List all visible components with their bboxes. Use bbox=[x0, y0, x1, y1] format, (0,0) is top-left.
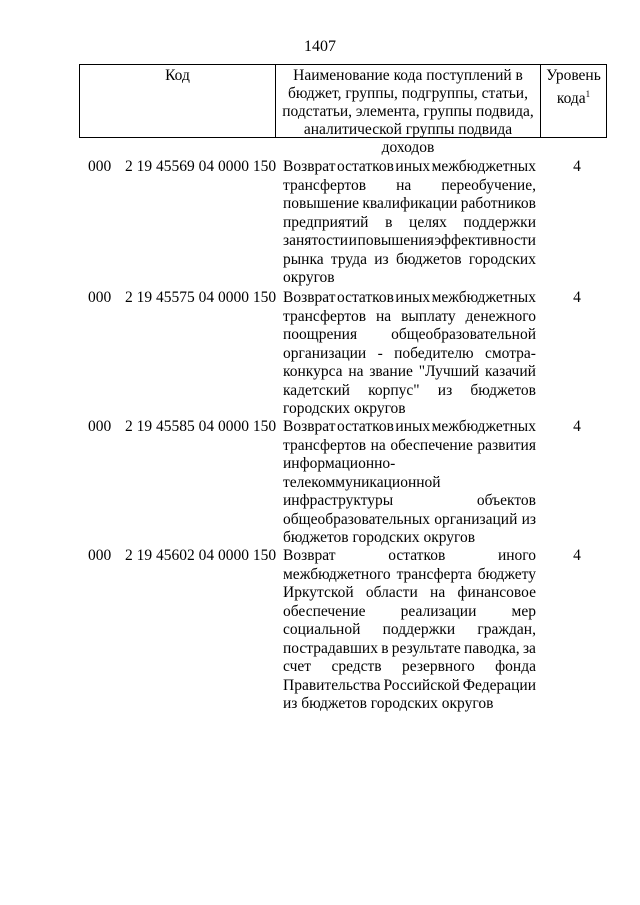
row-level: 4 bbox=[573, 547, 581, 564]
word: смотра- bbox=[484, 344, 536, 362]
word: эффективности bbox=[434, 232, 536, 249]
word: поддержки bbox=[382, 621, 456, 638]
word: Возврат bbox=[283, 158, 336, 175]
word: остатков bbox=[336, 418, 394, 435]
word: звание bbox=[369, 363, 413, 380]
word: конкурса bbox=[283, 363, 343, 380]
word: социальной bbox=[283, 621, 361, 638]
word: обеспечение bbox=[283, 602, 366, 620]
word: иных bbox=[395, 418, 431, 435]
word: выплату bbox=[401, 307, 456, 325]
header-name-line: бюджет, группы, подгруппы, статьи, bbox=[288, 85, 528, 102]
row-level: 4 bbox=[573, 289, 581, 306]
row-name-line bbox=[283, 177, 536, 196]
word: на bbox=[348, 363, 364, 380]
word: предприятий bbox=[283, 213, 369, 231]
row-name-line bbox=[283, 658, 536, 677]
word: области bbox=[365, 584, 418, 601]
word: городских bbox=[352, 529, 420, 546]
row-name bbox=[283, 158, 536, 288]
word: межбюджетных bbox=[431, 418, 536, 435]
header-level-line1: Уровень bbox=[546, 67, 601, 84]
word: общеобразовательной bbox=[391, 326, 536, 343]
row-name-line bbox=[283, 640, 536, 659]
word: на bbox=[375, 307, 392, 325]
header-name-line: подстатьи, элемента, группы подвида, bbox=[282, 103, 534, 120]
word: денежного bbox=[465, 307, 536, 325]
word: округов bbox=[354, 400, 406, 417]
row-code: 2 19 45602 04 0000 150 bbox=[125, 547, 277, 564]
word: трансферта bbox=[396, 565, 472, 583]
word: на bbox=[396, 176, 412, 194]
page-number: 1407 bbox=[304, 38, 336, 55]
word: инфраструктуры bbox=[283, 492, 394, 509]
word: бюджетов bbox=[301, 695, 367, 712]
row-name-line bbox=[283, 214, 536, 233]
word: округов bbox=[423, 529, 476, 546]
word: казачий bbox=[485, 363, 536, 380]
word: переобучение, bbox=[441, 176, 536, 194]
word: бюджету bbox=[477, 565, 536, 583]
word: результате bbox=[391, 639, 461, 657]
header-level-line2 bbox=[541, 85, 606, 108]
row-code: 2 19 45569 04 0000 150 bbox=[125, 158, 277, 175]
row-code: 2 19 45575 04 0000 150 bbox=[125, 289, 277, 306]
word: Возврат bbox=[283, 418, 336, 435]
header-level-text: кода bbox=[556, 90, 586, 107]
header-name bbox=[275, 65, 541, 156]
word: обеспечение bbox=[390, 436, 473, 454]
word: Федерации bbox=[462, 676, 536, 694]
word: иного bbox=[497, 547, 536, 564]
row-name-line bbox=[283, 289, 536, 308]
row-name-line bbox=[283, 345, 536, 364]
word: занятости bbox=[283, 232, 349, 249]
word: информационно- bbox=[283, 455, 396, 472]
row-name-line bbox=[283, 363, 536, 382]
word: остатков bbox=[336, 158, 394, 175]
row-name-line bbox=[283, 308, 536, 327]
word: счет bbox=[283, 658, 312, 675]
table-header bbox=[79, 64, 607, 156]
row-name-line bbox=[283, 437, 536, 456]
word: телекоммуникационной bbox=[283, 473, 441, 491]
word: кадетский bbox=[283, 381, 350, 399]
row-prefix: 000 bbox=[88, 418, 112, 435]
word: на bbox=[430, 584, 446, 601]
word: работников bbox=[460, 195, 536, 212]
row-name-line bbox=[283, 232, 536, 251]
word: рынка bbox=[283, 250, 324, 268]
row-name bbox=[283, 289, 536, 419]
word: городских bbox=[468, 250, 536, 268]
word: бюджетов bbox=[283, 529, 349, 546]
word: Возврат bbox=[283, 289, 336, 306]
word: в bbox=[381, 639, 389, 657]
header-name-line: аналитической группы подвида доходов bbox=[303, 121, 513, 156]
word: поощрения bbox=[283, 326, 358, 343]
word: Правительства bbox=[283, 676, 381, 694]
header-name-line: Наименование кода поступлений в bbox=[293, 67, 523, 84]
row-level: 4 bbox=[573, 158, 581, 175]
word: финансовое bbox=[457, 584, 536, 601]
word: из bbox=[283, 695, 298, 712]
word: Российской bbox=[383, 676, 460, 694]
word: - bbox=[377, 344, 383, 362]
word: межбюджетного bbox=[283, 565, 391, 583]
row-name-line bbox=[283, 158, 536, 177]
row-prefix: 000 bbox=[88, 289, 112, 306]
row-name-line bbox=[283, 511, 536, 530]
word: фонда bbox=[495, 658, 536, 675]
word: средств bbox=[331, 658, 382, 675]
footnote-marker: 1 bbox=[585, 89, 591, 99]
word: городских bbox=[283, 400, 351, 417]
word: в bbox=[385, 213, 393, 231]
word: поддержки bbox=[463, 213, 536, 231]
row-name bbox=[283, 418, 536, 548]
word: "Лучший bbox=[418, 363, 480, 380]
row-name-line bbox=[283, 195, 536, 214]
word: бюджетов bbox=[395, 250, 462, 268]
word: городских bbox=[370, 695, 438, 712]
row-code: 2 19 45585 04 0000 150 bbox=[125, 418, 277, 435]
header-level bbox=[541, 65, 606, 137]
word: резервного bbox=[402, 658, 475, 675]
header-code: Код bbox=[165, 67, 190, 84]
word: трансфертов bbox=[283, 307, 367, 325]
word: граждан, bbox=[477, 621, 536, 638]
word: межбюджетных bbox=[431, 158, 536, 175]
word: мер bbox=[511, 602, 536, 620]
word: остатков bbox=[336, 289, 394, 306]
word: Иркутской bbox=[283, 584, 354, 601]
word: общеобразовательных bbox=[283, 510, 431, 528]
word: из bbox=[374, 250, 389, 268]
word: на bbox=[370, 436, 386, 454]
row-name-line bbox=[283, 677, 536, 696]
word: организаций bbox=[434, 510, 518, 528]
row-name-line bbox=[283, 529, 536, 548]
row-name bbox=[283, 547, 536, 714]
word: бюджетов bbox=[470, 381, 536, 399]
word: округов bbox=[441, 695, 494, 712]
word: целях bbox=[409, 213, 447, 231]
word: паводка, bbox=[464, 639, 520, 657]
word: округов bbox=[283, 269, 335, 286]
row-name-line bbox=[283, 603, 536, 622]
row-name-line bbox=[283, 269, 536, 288]
word: межбюджетных bbox=[431, 289, 536, 306]
word: трансфертов bbox=[283, 436, 367, 454]
word: иных bbox=[395, 289, 431, 306]
word: повышения bbox=[357, 232, 434, 249]
row-name-line bbox=[283, 326, 536, 345]
word: объектов bbox=[476, 492, 536, 509]
word: труда bbox=[330, 250, 367, 268]
word: за bbox=[522, 639, 536, 657]
row-name-line bbox=[283, 400, 536, 419]
word: повышение bbox=[283, 195, 360, 212]
word: реализации bbox=[400, 602, 477, 620]
row-name-line bbox=[283, 492, 536, 511]
word: остатков bbox=[388, 547, 446, 564]
word: иных bbox=[395, 158, 431, 175]
row-name-line bbox=[283, 418, 536, 437]
word: и bbox=[348, 232, 357, 249]
word: из bbox=[437, 381, 453, 399]
row-name-line bbox=[283, 584, 536, 603]
row-prefix: 000 bbox=[88, 547, 112, 564]
row-name-line bbox=[283, 566, 536, 585]
word: победителю bbox=[394, 344, 474, 362]
word: организации bbox=[283, 344, 367, 362]
row-name-line bbox=[283, 547, 536, 566]
word: квалификации bbox=[362, 195, 458, 212]
word: трансфертов bbox=[283, 176, 367, 194]
row-prefix: 000 bbox=[88, 158, 112, 175]
row-name-line bbox=[283, 621, 536, 640]
word: корпус" bbox=[368, 381, 420, 399]
row-name-line bbox=[283, 695, 536, 714]
row-name-line bbox=[283, 382, 536, 401]
word: из bbox=[521, 510, 536, 528]
word: пострадавших bbox=[283, 639, 378, 657]
word: развития bbox=[477, 436, 536, 454]
row-name-line bbox=[283, 251, 536, 270]
word: Возврат bbox=[283, 547, 336, 564]
row-name-line bbox=[283, 474, 536, 493]
row-name-line bbox=[283, 455, 536, 474]
row-level: 4 bbox=[573, 418, 581, 435]
